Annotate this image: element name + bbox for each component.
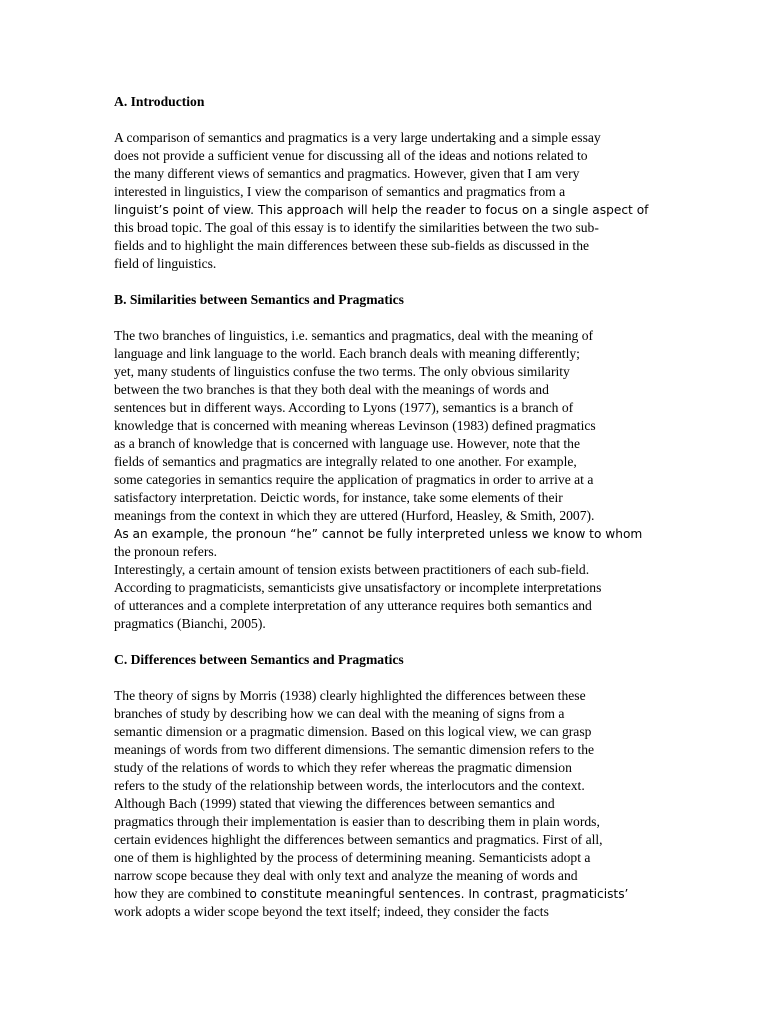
text-line: this broad topic. The goal of this essay is to identify the similarities between the two sub- xyxy=(114,220,599,235)
section-heading: B. Similarities between Semantics and Pragmatics xyxy=(114,292,404,307)
text-line: The two branches of linguistics, i.e. semantics and pragmatics, deal with the meaning of xyxy=(114,328,594,343)
text-line: fields and to highlight the main differences between these sub-fields as discussed in the xyxy=(114,238,590,253)
text-line: knowledge that is concerned with meaning whereas Levinson (1983) defined pragmatics xyxy=(114,418,596,433)
text-line: the many different views of semantics and pragmatics. However, given that I am very xyxy=(114,166,580,181)
text-line: does not provide a sufficient venue for discussing all of the ideas and notions related to xyxy=(114,148,588,163)
text-line: A comparison of semantics and pragmatics is a very large undertaking and a simple essay xyxy=(114,130,601,145)
text-line: of utterances and a complete interpretation of any utterance requires both semantics and xyxy=(114,598,592,613)
text-line: semantic dimension or a pragmatic dimension. Based on this logical view, we can grasp xyxy=(114,724,592,739)
text-line: meanings of words from two different dimensions. The semantic dimension refers to the xyxy=(114,742,595,757)
paragraph xyxy=(114,327,659,561)
text-line: Interestingly, a certain amount of tension exists between practitioners of each sub-field. xyxy=(114,562,590,577)
text-line: satisfactory interpretation. Deictic words, for instance, take some elements of their xyxy=(114,490,563,505)
paragraph xyxy=(114,129,659,273)
text-line: pragmatics through their implementation is easier than to describing them in plain words, xyxy=(114,814,600,829)
text-line: branches of study by describing how we can deal with the meaning of signs from a xyxy=(114,706,565,721)
text-line: As an example, the pronoun “he” cannot be fully interpreted unless we know to whom xyxy=(114,527,643,541)
text-line: language and link language to the world. Each branch deals with meaning differently; xyxy=(114,346,580,361)
text-line xyxy=(114,885,659,903)
text-line: sentences but in different ways. According to Lyons (1977), semantics is a branch of xyxy=(114,400,574,415)
paragraph xyxy=(114,687,659,921)
text-line: field of linguistics. xyxy=(114,256,217,271)
text-line: work adopts a wider scope beyond the text itself; indeed, they consider the facts xyxy=(114,904,549,919)
text-line: meanings from the context in which they are uttered (Hurford, Heasley, & Smith, 2007). xyxy=(114,508,595,523)
text-line: the pronoun refers. xyxy=(114,544,218,559)
text-line: one of them is highlighted by the process of determining meaning. Semanticists adopt a xyxy=(114,850,591,865)
text-line: between the two branches is that they both deal with the meanings of words and xyxy=(114,382,549,397)
section-heading: A. Introduction xyxy=(114,94,205,109)
paragraph xyxy=(114,561,659,633)
document-page xyxy=(114,93,659,921)
section-introduction xyxy=(114,93,659,273)
section-heading: C. Differences between Semantics and Pragmatics xyxy=(114,652,404,667)
text-line: some categories in semantics require the application of pragmatics in order to arrive at a xyxy=(114,472,594,487)
text-line: The theory of signs by Morris (1938) clearly highlighted the differences between these xyxy=(114,688,586,703)
text-line: refers to the study of the relationship between words, the interlocutors and the context. xyxy=(114,778,585,793)
text-line: According to pragmaticists, semanticists give unsatisfactory or incomplete interpretations xyxy=(114,580,602,595)
text-line: pragmatics (Bianchi, 2005). xyxy=(114,616,266,631)
text-line-start: how they are combined xyxy=(114,886,245,901)
text-line: linguist’s point of view. This approach will help the reader to focus on a single aspect of xyxy=(114,203,649,217)
text-line: yet, many students of linguistics confuse the two terms. The only obvious similarity xyxy=(114,364,570,379)
text-line: as a branch of knowledge that is concerned with language use. However, note that the xyxy=(114,436,581,451)
section-differences xyxy=(114,651,659,921)
text-line: study of the relations of words to which they refer whereas the pragmatic dimension xyxy=(114,760,572,775)
section-similarities xyxy=(114,291,659,633)
text-line: interested in linguistics, I view the comparison of semantics and pragmatics from a xyxy=(114,184,566,199)
text-line: narrow scope because they deal with only text and analyze the meaning of words and xyxy=(114,868,578,883)
text-line: certain evidences highlight the differences between semantics and pragmatics. First of all, xyxy=(114,832,603,847)
text-line: fields of semantics and pragmatics are integrally related to one another. For example, xyxy=(114,454,577,469)
text-line: Although Bach (1999) stated that viewing the differences between semantics and xyxy=(114,796,555,811)
text-line-end: to constitute meaningful sentences. In contrast, pragmaticists’ xyxy=(244,887,629,901)
